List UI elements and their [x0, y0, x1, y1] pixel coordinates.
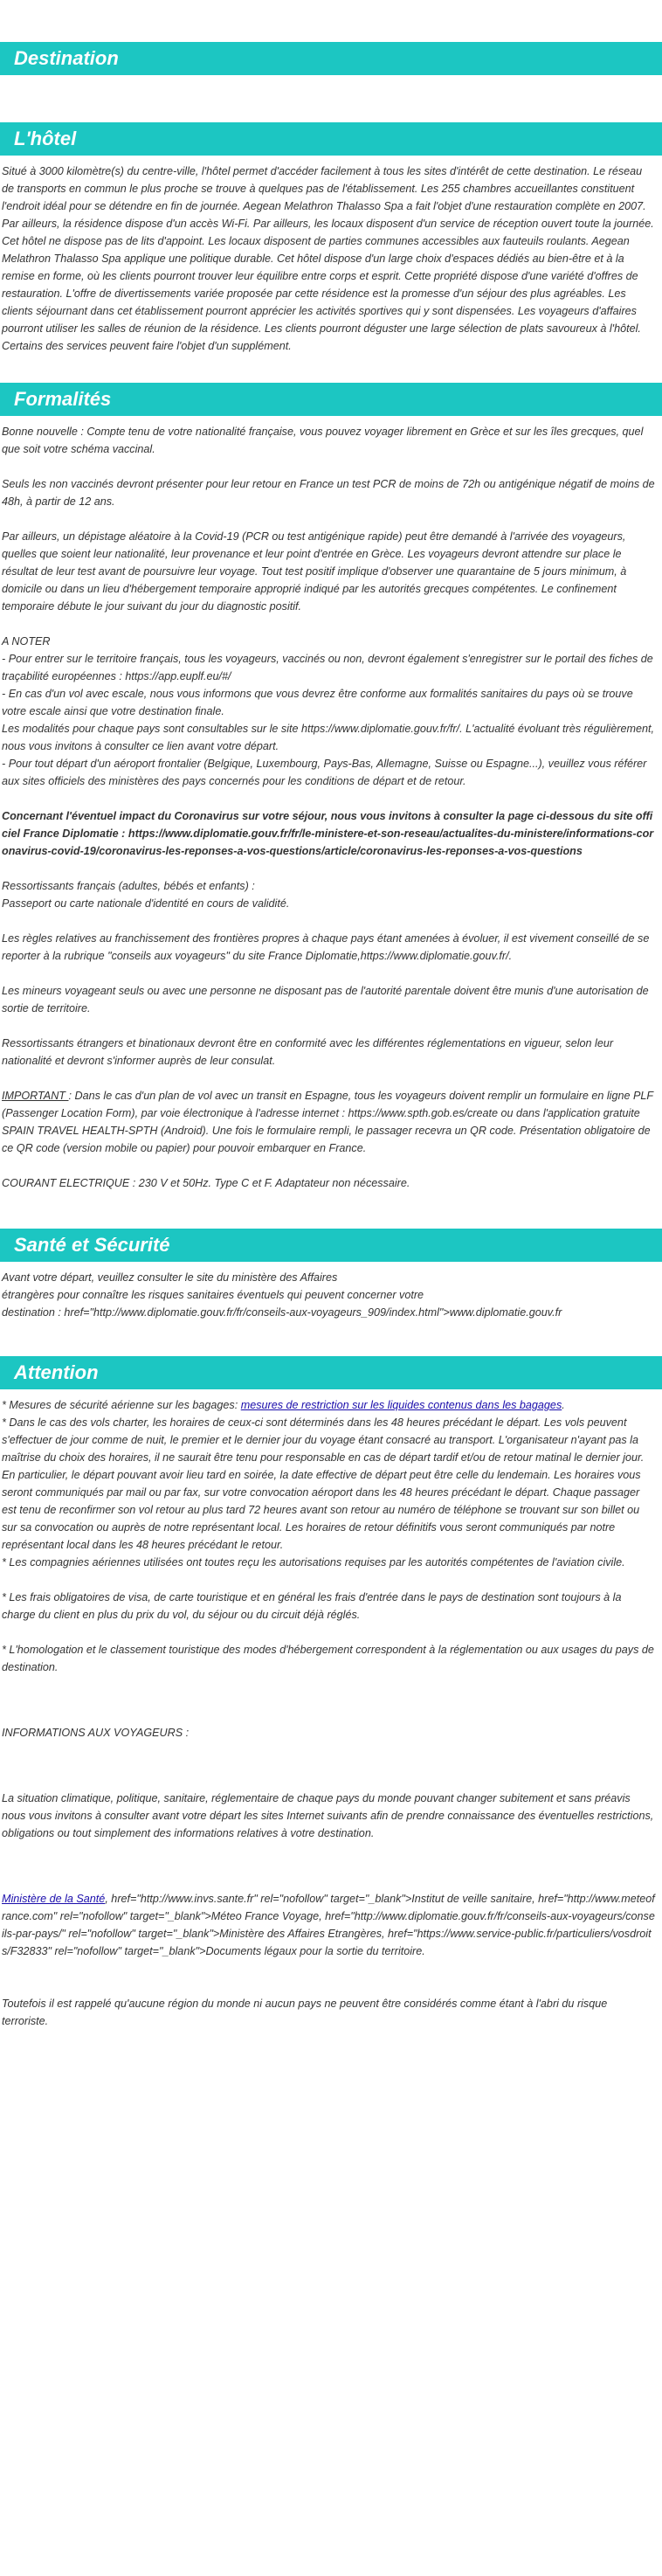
- important-label: IMPORTANT: [2, 1090, 69, 1102]
- liens-utiles-text: , href="http://www.invs.sante.fr" rel="nofollow" target="_blank">Institut de veille sanitaire, href="http://www.meteofrance.com" rel="nofollow" target="_blank">Méteo France Voyage, href="http://www.diplomatie.gouv.fr/fr/conseils-aux-voyageurs/conseils-par-pays/" rel="nofollow" target="_blank">Ministère des Affaires Etrangères, href="https://www.service-public.fr/particuliers/vosdroits/F32833" rel="nofollow" target="_blank">Documents légaux pour la sortie du territoire.: [2, 1893, 655, 1957]
- liens-utiles: [2, 1890, 655, 1960]
- mesures-prefix: * Mesures de sécurité aérienne sur les bagages:: [2, 1399, 241, 1411]
- noter-item-1: - Pour entrer sur le territoire français, tous les voyageurs, vaccinés ou non, devront également s'enregistrer sur le portail des fiches de traçabilité européennes : https://app.euplf.eu/#/: [2, 653, 653, 682]
- frais-visa: * Les frais obligatoires de visa, de carte touristique et en général les frais d'entrée dans le pays de destination sont toujours à la charge du client en plus du prix du vol, du séjour ou du circuit déjà réglés.: [2, 1591, 622, 1621]
- noter-title: A NOTER: [2, 635, 51, 647]
- noter-item-3: Les modalités pour chaque pays sont consultables sur le site https://www.diplomatie.gouv.fr/fr/. L'actualité évoluant très régulièrement, nous vous invitons à consulter ce lien avant votre départ.: [2, 723, 654, 752]
- situation-line-1: La situation climatique, politique, sanitaire, réglementaire de chaque pays du monde pouvant changer subitement et sans préavis: [2, 1792, 631, 1804]
- noter-item-2: - En cas d'un vol avec escale, nous vous informons que vous devrez être conforme aux formalités sanitaires du pays où se trouve votre escale ainsi que votre destination finale.: [2, 688, 633, 717]
- frontieres-regles: Les règles relatives au franchissement des frontières propres à chaque pays étant amenées à évoluer, il est vivement conseillé de se reporter à la rubrique "conseils aux voyageurs" du site France Diplomatie,https://www.diplomatie.gouv.fr/.: [2, 932, 650, 962]
- mesures-securite: [2, 1396, 655, 1414]
- ministere-sante-link[interactable]: Ministère de la Santé: [2, 1893, 106, 1905]
- formalites-section: [0, 416, 657, 1192]
- attention-section: [0, 1389, 657, 2030]
- mesures-suffix: .: [562, 1399, 565, 1411]
- sante-section: [0, 1262, 657, 1321]
- ressortissants-text: Passeport ou carte nationale d'identité en cours de validité.: [2, 897, 290, 910]
- vols-charter: * Dans le cas des vols charter, les horaires de ceux-ci sont déterminés dans les 48 heures précédant le départ. Les vols peuvent s'effectuer de jour comme de nuit, le premier et le dernier jour du voyage étant consacré au transport. L'organisateur n'ayant pas la maîtrise du choix des horaires, il ne saurait être tenu pour responsable en cas de départ tardif et/ou de retour matinal le dernier jour. En particulier, le départ pouvant avoir lieu tard en soirée, la date effective de départ peut être celle du lendemain. Les horaires vous seront communiqués par mail ou par fax, sur votre convocation aéroport dans les 48 heures précédant le départ. Chaque passager est tenu de reconfirmer son vol retour au plus tard 72 heures avant son retour au numéro de téléphone se trouvant sur son billet ou sur sa convocation ou auprès de notre représentant local. Les horaires de retour définitifs vous seront communiqués par notre représentant local dans les 48 heures précédant le retour.: [2, 1416, 645, 1551]
- hotel-section: [0, 156, 657, 355]
- section-title-sante: Santé et Sécurité: [0, 1229, 662, 1262]
- courant-electrique: COURANT ELECTRIQUE : 230 V et 50Hz. Type C et F. Adaptateur non nécessaire.: [2, 1177, 410, 1189]
- mineurs-text: Les mineurs voyageant seuls ou avec une personne ne disposant pas de l'autorité parentale doivent être munis d'une autorisation de sortie de territoire.: [2, 985, 649, 1014]
- sante-line-3: destination : href="http://www.diplomatie.gouv.fr/fr/conseils-aux-voyageurs_909/index.html">www.diplomatie.gouv.fr: [2, 1306, 562, 1319]
- important-paragraph: [2, 1087, 655, 1157]
- sante-line-2: étrangères pour connaître les risques sanitaires éventuels qui peuvent concerner votre: [2, 1289, 424, 1301]
- liquides-restriction-link[interactable]: mesures de restriction sur les liquides contenus dans les bagages: [240, 1399, 562, 1411]
- compagnies-aeriennes: * Les compagnies aériennes utilisées ont toutes reçu les autorisations requises par les autorités compétentes de l'aviation civile.: [2, 1556, 625, 1568]
- section-title-formalites: Formalités: [0, 383, 662, 416]
- risque-terroriste: Toutefois il est rappelé qu'aucune région du monde ni aucun pays ne peuvent être considérés comme étant à l'abri du risque terroriste.: [2, 1998, 608, 2027]
- noter-item-4: - Pour tout départ d'un aéroport frontalier (Belgique, Luxembourg, Pays-Bas, Allemagne, Suisse ou Espagne...), veuillez vous référer aux sites officiels des ministères des pays concernés pour les conditions de départ et de retour.: [2, 758, 647, 787]
- section-title-hotel: L'hôtel: [0, 122, 662, 156]
- homologation: * L'homologation et le classement touristique des modes d'hébergement correspondent à la réglementation ou aux usages du pays de destination.: [2, 1644, 654, 1673]
- infos-voyageurs-title: INFORMATIONS AUX VOYAGEURS :: [2, 1727, 190, 1739]
- section-title-attention: Attention: [0, 1356, 662, 1389]
- formalites-p1: Bonne nouvelle : Compte tenu de votre nationalité française, vous pouvez voyager librement en Grèce et sur les îles grecques, quel que soit votre schéma vaccinal.: [2, 426, 644, 455]
- important-text: : Dans le cas d'un plan de vol avec un transit en Espagne, tous les voyageurs doivent remplir un formulaire en ligne PLF (Passenger Location Form), par voie électronique à l'adresse internet : https://www.spth.gob.es/create ou dans l'application gratuite SPAIN TRAVEL HEALTH-SPTH (Android). Une fois le formulaire rempli, le passager recevra un QR code. Présentation obligatoire de ce QR code (version mobile ou papier) pour pouvoir embarquer en France.: [2, 1090, 653, 1154]
- ressortissants-title: Ressortissants français (adultes, bébés et enfants) :: [2, 880, 255, 892]
- hotel-description: Situé à 3000 kilomètre(s) du centre-ville, l'hôtel permet d'accéder facilement à tous les sites d'intérêt de cette destination. Le réseau de transports en commun le plus proche se trouve à quelques pas de l'établissement. Les 255 chambres accueillantes constituent l'endroit idéal pour se détendre en fin de journée. Aegean Melathron Thalasso Spa a fait l'objet d'une restauration complète en 2007. Par ailleurs, la résidence dispose d'un accès Wi-Fi. Par ailleurs, les locaux disposent d'un service de réception ouvert toute la journée. Cet hôtel ne dispose pas de lits d'appoint. Les locaux disposent de parties communes accessibles aux fauteuils roulants. Aegean Melathron Thalasso Spa applique une politique durable. Cet hôtel dispose d'un large choix d'espaces dédiés au bien-être et à la remise en forme, où les clients pourront trouver leur équilibre entre corps et esprit. Cette propriété dispose d'une variété d'offres de restauration. L'offre de divertissements variée proposée par cette résidence est la promesse d'un séjour des plus agréables. Les clients séjournant dans cet établissement pourront apprécier les activités sportives qui y sont dispensées. Les voyageurs d'affaires pourront utiliser les salles de réunion de la résidence. Les clients pourront déguster une large sélection de plats savoureux à l'hôtel. Certains des services peuvent faire l'objet d'un supplément.: [2, 165, 654, 352]
- formalites-p3: Par ailleurs, un dépistage aléatoire à la Covid-19 (PCR ou test antigénique rapide) peut être demandé à l'arrivée des voyageurs, quelles que soient leur nationalité, leur provenance et leur point d'entrée en Grèce. Les voyageurs devront attendre sur place le résultat de leur test avant de poursuivre leur voyage. Tout test positif implique d'observer une quarantaine de 5 jours minimum, à domicile ou dans un lieu d'hébergement temporaire approprié indiqué par les autorités grecques compétentes. Le confinement temporaire débute le jour suivant du jour du diagnostic positif.: [2, 530, 627, 613]
- coronavirus-notice: Concernant l'éventuel impact du Coronavirus sur votre séjour, nous vous invitons à consulter la page ci-dessous du site officiel France Diplomatie : https://www.diplomatie.gouv.fr/fr/le-ministere-et-son-reseau/actualites-du-ministere/informations-coronavirus-covid-19/coronavirus-les-reponses-a-vos-questions/article/coronavirus-les-reponses-a-vos-questions: [2, 810, 654, 857]
- sante-line-1: Avant votre départ, veuillez consulter le site du ministère des Affaires: [2, 1271, 338, 1284]
- section-title-destination: Destination: [0, 42, 662, 75]
- situation-line-2: nous vous invitons à consulter avant votre départ les sites Internet suivants afin de prendre connaissance des éventuelles restrictions, obligations ou tout simplement des informations relatives à votre destination.: [2, 1810, 654, 1839]
- formalites-p2: Seuls les non vaccinés devront présenter pour leur retour en France un test PCR de moins de 72h ou antigénique négatif de moins de 48h, à partir de 12 ans.: [2, 478, 655, 508]
- etrangers-text: Ressortissants étrangers et binationaux devront être en conformité avec les différentes réglementations en vigueur, selon leur nationalité et devront s'informer auprès de leur consulat.: [2, 1037, 614, 1067]
